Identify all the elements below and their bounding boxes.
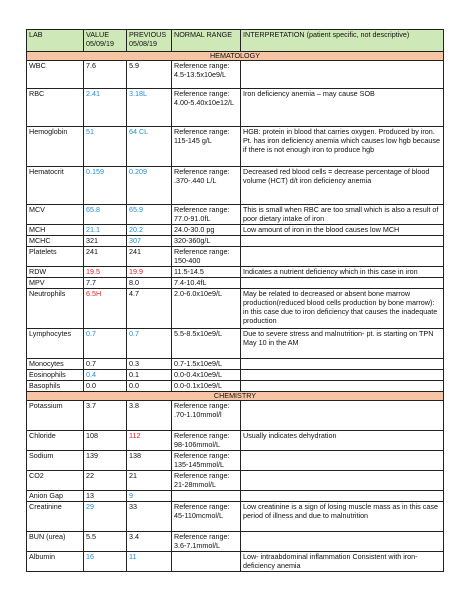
table-row	[27, 532, 444, 552]
header-interpretation: INTERPRETATION (patient specific, not descriptive)	[241, 30, 444, 52]
lab-name: WBC	[27, 61, 84, 89]
lab-previous: 9	[127, 491, 172, 502]
table-row	[27, 236, 444, 247]
table-row	[27, 127, 444, 167]
table-row	[27, 267, 444, 278]
lab-name: Neutrophils	[27, 289, 84, 329]
lab-previous: 0.0	[127, 381, 172, 392]
lab-value: 7.6	[84, 61, 127, 89]
lab-previous: 64 CL	[127, 127, 172, 167]
lab-normal-range: Reference range: 150-400	[172, 247, 241, 267]
lab-value: 139	[84, 451, 127, 471]
lab-name: CO2	[27, 471, 84, 491]
table-row	[27, 289, 444, 329]
lab-value: 13	[84, 491, 127, 502]
lab-name: MCV	[27, 205, 84, 225]
lab-normal-range: 24.0-30.0 pg	[172, 225, 241, 236]
lab-interpretation: Due to severe stress and malnutrition- pt. is starting on TPN May 10 in the AM	[241, 329, 444, 359]
header-lab: LAB	[27, 30, 84, 52]
lab-normal-range: 5.5-8.5x10e9/L	[172, 329, 241, 359]
lab-interpretation: This is small when RBC are too small which is also a result of poor dietary intake of iron	[241, 205, 444, 225]
section-row	[27, 52, 444, 61]
lab-interpretation: HGB: protein in blood that carries oxygen. Produced by iron. Pt. has iron deficiency anemia which causes low hgb because if there is not enough iron to produce hgb	[241, 127, 444, 167]
lab-name: Basophils	[27, 381, 84, 392]
lab-interpretation: Usually indicates dehydration	[241, 431, 444, 451]
section-title-chemistry: CHEMISTRY	[27, 392, 444, 401]
header-normal-range: NORMAL RANGE	[172, 30, 241, 52]
lab-interpretation	[241, 278, 444, 289]
lab-normal-range: 11.5-14.5	[172, 267, 241, 278]
lab-normal-range: Reference range: 21-28mmol/L	[172, 471, 241, 491]
table-row	[27, 167, 444, 205]
lab-interpretation: Low- intraabdominal inflammation Consistent with iron-deficiency anemia	[241, 552, 444, 572]
lab-interpretation	[241, 471, 444, 491]
lab-previous: 241	[127, 247, 172, 267]
lab-normal-range: Reference range: .70-1.10mmol/l	[172, 401, 241, 431]
lab-normal-range: 2.0-6.0x10e9/L	[172, 289, 241, 329]
header-previous: PREVIOUS 05/08/19	[127, 30, 172, 52]
lab-normal-range: Reference range: 115-145 g/L	[172, 127, 241, 167]
table-row	[27, 61, 444, 89]
lab-name: RDW	[27, 267, 84, 278]
lab-value: 0.4	[84, 370, 127, 381]
lab-value: 22	[84, 471, 127, 491]
table-row	[27, 431, 444, 451]
lab-previous: 3.18L	[127, 89, 172, 127]
lab-interpretation: Low amount of iron in the blood causes low MCH	[241, 225, 444, 236]
lab-value: 2.41	[84, 89, 127, 127]
lab-name: Chloride	[27, 431, 84, 451]
lab-previous: 20.2	[127, 225, 172, 236]
lab-value: 21.1	[84, 225, 127, 236]
section-row	[27, 392, 444, 401]
lab-previous: 307	[127, 236, 172, 247]
lab-normal-range: 0.0-0.4x10e9/L	[172, 370, 241, 381]
lab-previous: 0.7	[127, 329, 172, 359]
lab-name: Anion Gap	[27, 491, 84, 502]
lab-name: Creatinine	[27, 502, 84, 532]
lab-previous: 3.8	[127, 401, 172, 431]
lab-interpretation: Decreased red blood cells = decrease percentage of blood volume (HCT) d/t iron deficiency anemia	[241, 167, 444, 205]
lab-interpretation	[241, 370, 444, 381]
lab-normal-range: Reference range: 4.00-5.40x10e12/L	[172, 89, 241, 127]
table-row	[27, 359, 444, 370]
table-row	[27, 225, 444, 236]
lab-interpretation	[241, 381, 444, 392]
lab-name: RBC	[27, 89, 84, 127]
table-row	[27, 491, 444, 502]
table-header-row	[27, 30, 444, 52]
lab-normal-range	[172, 491, 241, 502]
lab-name: BUN (urea)	[27, 532, 84, 552]
lab-previous: 11	[127, 552, 172, 572]
lab-name: Platelets	[27, 247, 84, 267]
lab-name: Monocytes	[27, 359, 84, 370]
lab-value: 241	[84, 247, 127, 267]
table-row	[27, 205, 444, 225]
lab-interpretation	[241, 247, 444, 267]
lab-normal-range: Reference range: .370-.440 L/L	[172, 167, 241, 205]
lab-interpretation	[241, 532, 444, 552]
lab-previous: 8.0	[127, 278, 172, 289]
lab-value: 7.7	[84, 278, 127, 289]
lab-interpretation	[241, 401, 444, 431]
lab-interpretation	[241, 491, 444, 502]
lab-normal-range: 7.4-10.4fL	[172, 278, 241, 289]
lab-previous: 0.3	[127, 359, 172, 370]
lab-interpretation: Low creatinine is a sign of losing muscle mass as in this case period of illness and due to malnutrition	[241, 502, 444, 532]
lab-value: 321	[84, 236, 127, 247]
lab-interpretation: Indicates a nutrient deficiency which in this case in iron	[241, 267, 444, 278]
section-title-hematology: HEMATOLOGY	[27, 52, 444, 61]
lab-value: 0.7	[84, 359, 127, 370]
lab-name: Hematocrit	[27, 167, 84, 205]
lab-results-table	[26, 29, 444, 572]
lab-name: Potassium	[27, 401, 84, 431]
lab-interpretation	[241, 236, 444, 247]
table-row	[27, 329, 444, 359]
lab-value: 5.5	[84, 532, 127, 552]
lab-interpretation	[241, 61, 444, 89]
lab-value: 29	[84, 502, 127, 532]
lab-name: Eosinophils	[27, 370, 84, 381]
lab-name: Hemoglobin	[27, 127, 84, 167]
lab-interpretation	[241, 359, 444, 370]
lab-value: 51	[84, 127, 127, 167]
lab-value: 65.8	[84, 205, 127, 225]
lab-name: Sodium	[27, 451, 84, 471]
lab-previous: 138	[127, 451, 172, 471]
lab-interpretation: Iron deficiency anemia – may cause SOB	[241, 89, 444, 127]
lab-value: 0.159	[84, 167, 127, 205]
table-row	[27, 451, 444, 471]
lab-previous: 5.9	[127, 61, 172, 89]
lab-name: Albumin	[27, 552, 84, 572]
lab-name: Lymphocytes	[27, 329, 84, 359]
table-row	[27, 89, 444, 127]
lab-name: MCHC	[27, 236, 84, 247]
lab-previous: 3.4	[127, 532, 172, 552]
lab-value: 19.5	[84, 267, 127, 278]
table-row	[27, 502, 444, 532]
lab-value: 16	[84, 552, 127, 572]
lab-name: MCH	[27, 225, 84, 236]
lab-value: 108	[84, 431, 127, 451]
table-row	[27, 381, 444, 392]
lab-normal-range: 0.7-1.5x10e9/L	[172, 359, 241, 370]
lab-previous: 65.9	[127, 205, 172, 225]
lab-value: 0.0	[84, 381, 127, 392]
table-row	[27, 471, 444, 491]
lab-normal-range: Reference range: 45-110mcmol/L	[172, 502, 241, 532]
lab-previous: 21	[127, 471, 172, 491]
lab-name: MPV	[27, 278, 84, 289]
header-value: VALUE 05/09/19	[84, 30, 127, 52]
lab-normal-range: Reference range: 77.0-91.0fL	[172, 205, 241, 225]
lab-normal-range: Reference range: 135-145mmol/L	[172, 451, 241, 471]
lab-normal-range: Reference range: 4.5-13.5x10e9/L	[172, 61, 241, 89]
lab-value: 0.7	[84, 329, 127, 359]
lab-interpretation	[241, 451, 444, 471]
table-row	[27, 401, 444, 431]
lab-value: 3.7	[84, 401, 127, 431]
lab-normal-range: Reference range: 98-106mmol/L	[172, 431, 241, 451]
table-row	[27, 247, 444, 267]
lab-normal-range	[172, 552, 241, 572]
lab-previous: 33	[127, 502, 172, 532]
lab-previous: 112	[127, 431, 172, 451]
lab-normal-range: Reference range: 3.6-7.1mmol/L	[172, 532, 241, 552]
lab-interpretation: May be related to decreased or absent bone marrow production(reduced blood cells production by bone marrow): in this case due to iron deficiency that causes the inadequate production	[241, 289, 444, 329]
lab-previous: 0.209	[127, 167, 172, 205]
table-row	[27, 552, 444, 572]
table-row	[27, 278, 444, 289]
lab-previous: 19.9	[127, 267, 172, 278]
lab-previous: 4.7	[127, 289, 172, 329]
lab-normal-range: 0.0-0.1x10e9/L	[172, 381, 241, 392]
lab-previous: 0.1	[127, 370, 172, 381]
table-row	[27, 370, 444, 381]
lab-normal-range: 320-360g/L	[172, 236, 241, 247]
lab-value: 6.5H	[84, 289, 127, 329]
